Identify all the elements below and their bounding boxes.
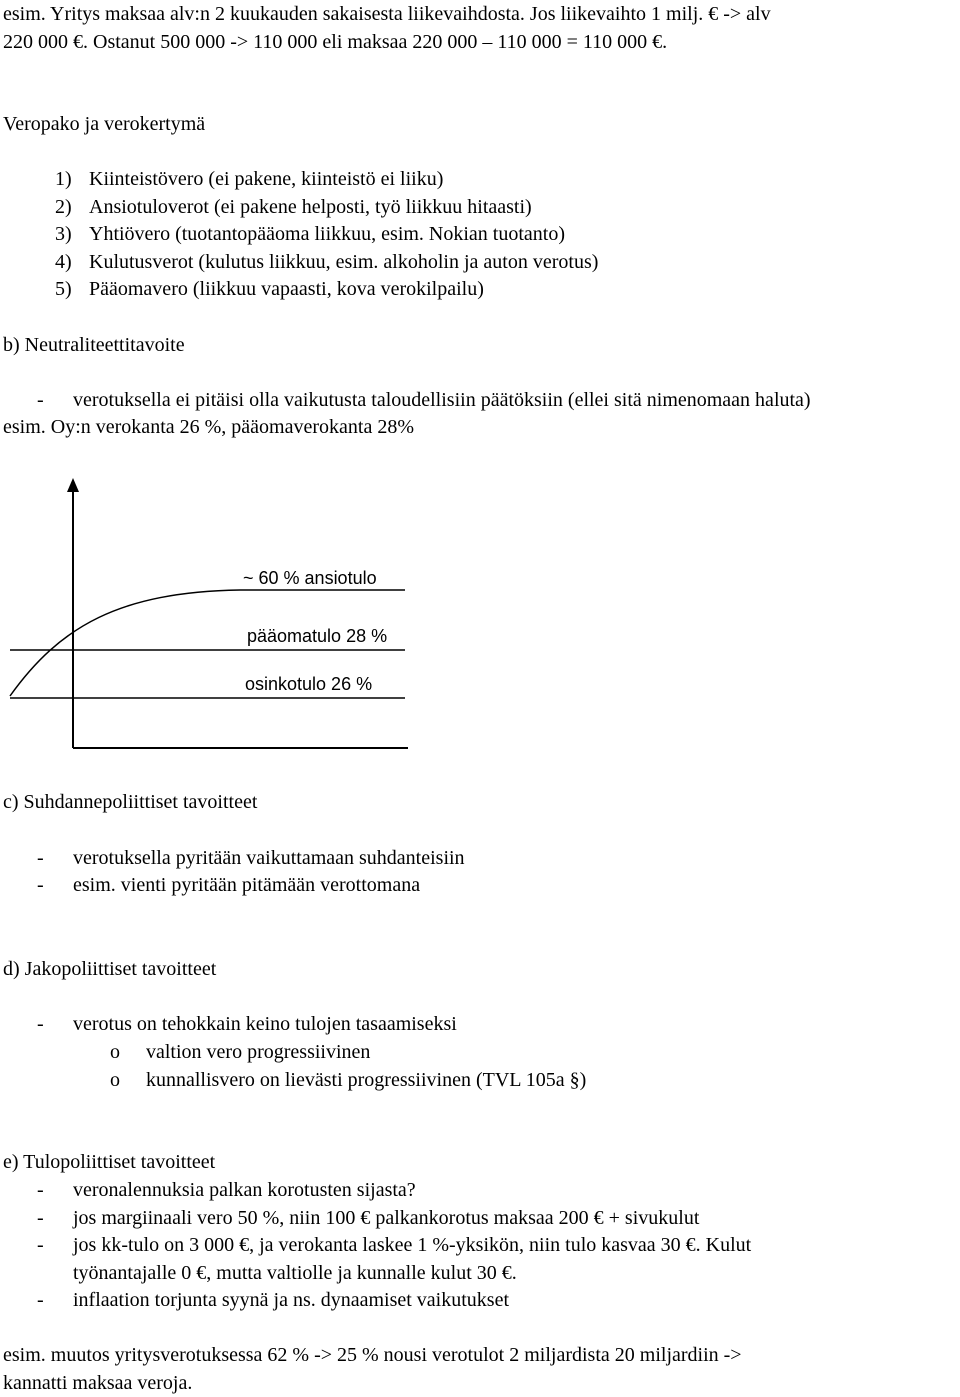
item-text: Yhtiövero (tuotantopääoma liikkuu, esim. Nokian tuotanto) [89,223,566,245]
closing-line-2: kannatti maksaa veroja. [3,1372,193,1394]
item-text: valtion vero progressiivinen [146,1041,371,1063]
list-item [55,195,532,219]
list-item [55,277,484,301]
sub-list-item [110,1040,370,1064]
list-item [37,873,420,897]
list-item [55,167,443,191]
intro-line-1: esim. Yritys maksaa alv:n 2 kuukauden sakaisesta liikevaihdosta. Jos liikevaihto 1 milj. € -> alv [3,3,771,25]
item-text: Kulutusverot (kulutus liikkuu, esim. alkoholin ja auton verotus) [89,251,599,273]
dash-marker: - [37,1013,44,1035]
tax-rate-graph [0,470,420,760]
sub-list-item [110,1068,586,1092]
item-text: Pääomavero (liikkuu vapaasti, kova verokilpailu) [89,278,484,300]
item-text: Kiinteistövero (ei pakene, kiinteistö ei liiku) [89,168,444,190]
dash-marker: - [37,1234,44,1256]
list-item [55,250,598,274]
intro-line-2: 220 000 €. Ostanut 500 000 -> 110 000 eli maksaa 220 000 – 110 000 = 110 000 €. [3,31,668,53]
list-item-continuation: työnantajalle 0 €, mutta valtiolle ja kunnalle kulut 30 €. [73,1262,517,1284]
list-item [37,1012,457,1036]
item-text: veronalennuksia palkan korotusten sijasta? [73,1179,416,1201]
section-b-continuation: esim. Oy:n verokanta 26 %, pääomaverokanta 28% [3,416,414,438]
dash-marker: - [37,1179,44,1201]
dash-marker: - [37,1289,44,1311]
osinkotulo-label: osinkotulo 26 % [245,674,373,694]
section-b-title: b) Neutraliteettitavoite [3,334,185,356]
item-number: 2) [55,196,72,218]
paaomatulo-label: pääomatulo 28 % [247,626,388,646]
sub-bullet: o [110,1069,120,1091]
closing-line-1: esim. muutos yritysverotuksessa 62 % -> 25 % nousi verotulot 2 miljardista 20 miljardiin -> [3,1344,742,1366]
list-item [37,1288,509,1312]
item-text: inflaation torjunta syynä ja ns. dynaamiset vaikutukset [73,1289,510,1311]
dash-marker: - [37,389,44,411]
list-item [37,388,811,412]
section-c-title: c) Suhdannepoliittiset tavoitteet [3,791,258,813]
section-a-title: Veropako ja verokertymä [3,113,206,135]
item-number: 4) [55,251,72,273]
item-text: jos margiinaali vero 50 %, niin 100 € palkankorotus maksaa 200 € + sivukulut [73,1207,700,1229]
item-text: verotuksella ei pitäisi olla vaikutusta taloudellisiin päätöksiin (ellei sitä nimenomaan haluta) [73,389,811,411]
list-item [37,1233,751,1257]
list-item [37,1178,416,1202]
section-d-title: d) Jakopoliittiset tavoitteet [3,958,217,980]
item-number: 5) [55,278,72,300]
dash-marker: - [37,874,44,896]
item-text: kunnallisvero on lievästi progressiivinen (TVL 105a §) [146,1069,587,1091]
item-number: 3) [55,223,72,245]
item-text: Ansiotuloverot (ei pakene helposti, työ liikkuu hitaasti) [89,196,532,218]
list-item [37,1206,699,1230]
dash-marker: - [37,847,44,869]
sub-bullet: o [110,1041,120,1063]
item-text: jos kk-tulo on 3 000 €, ja verokanta laskee 1 %-yksikön, niin tulo kasvaa 30 €. Kulut [73,1234,752,1256]
ansiotulo-label: ~ 60 % ansiotulo [243,568,377,588]
item-text: verotuksella pyritään vaikuttamaan suhdanteisiin [73,847,465,869]
section-e-title: e) Tulopoliittiset tavoitteet [3,1151,216,1173]
dash-marker: - [37,1207,44,1229]
item-text: verotus on tehokkain keino tulojen tasaamiseksi [73,1013,457,1035]
item-text: esim. vienti pyritään pitämään verottomana [73,874,421,896]
list-item [37,846,465,870]
list-item [55,222,565,246]
item-number: 1) [55,168,72,190]
